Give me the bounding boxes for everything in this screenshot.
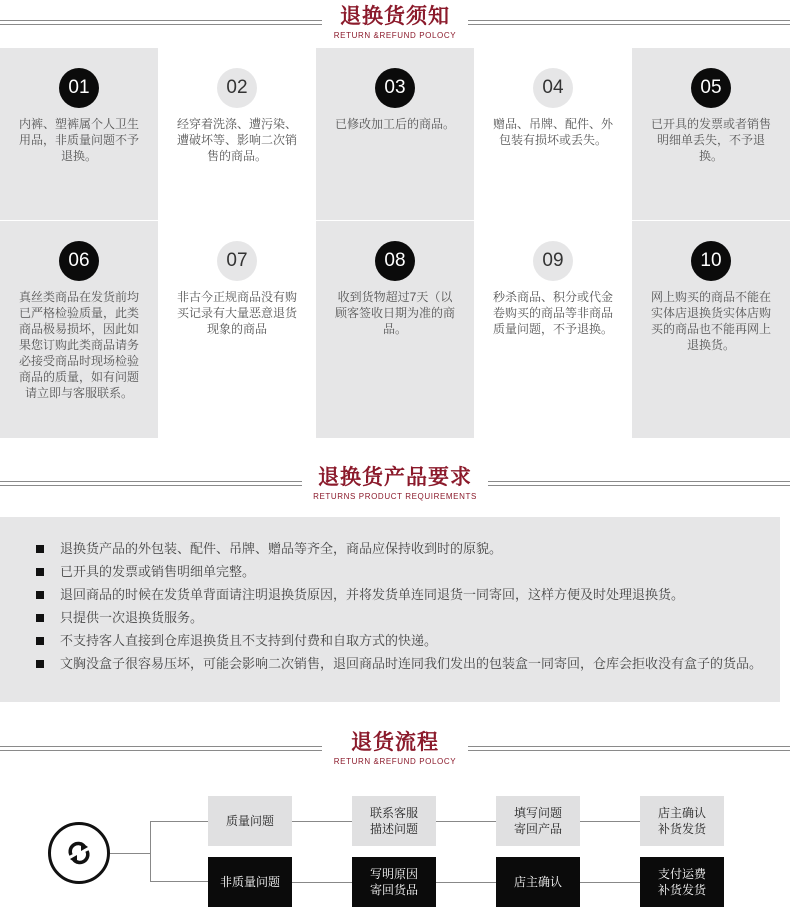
bullet-square-icon [36,614,44,622]
notice-text: 赠品、吊牌、配件、外包装有损坏或丢失。 [492,117,613,147]
notice-subtitle: RETURN &REFUND POLOCY [333,31,457,40]
step-quality-issue [208,796,292,846]
flow-connector [110,853,150,854]
requirements-subtitle: RETURNS PRODUCT REQUIREMENTS [313,492,477,501]
flow-title: 退货流程 [351,729,439,754]
notice-card-04 [474,48,632,220]
notice-number: 05 [691,68,731,108]
step-label: 质量问题 [225,814,274,828]
notice-title: 退换货须知 [340,3,450,28]
flow-connector [580,882,640,883]
list-item [36,537,762,560]
step-non-quality-issue [208,857,292,907]
flow-connector [436,821,496,822]
notice-header [0,2,790,42]
list-item [36,606,762,629]
requirements-title: 退换货产品要求 [318,464,472,489]
flow-connector [292,821,352,822]
step-fill-return [496,796,580,846]
bullet-square-icon [36,545,44,553]
step-label: 写明原因 寄回货品 [369,867,418,897]
refresh-cycle-icon [48,822,110,884]
notice-card-10 [632,221,790,438]
notice-text: 经穿着洗涤、遭污染、遭破坏等、影响二次销售的商品。 [176,117,297,163]
notice-text: 内裤、塑裤属个人卫生用品，非质量问题不予退换。 [18,117,139,163]
notice-number: 08 [375,241,415,281]
notice-text: 网上购买的商品不能在实体店退换货实体店购买的商品也不能再网上退换货。 [650,290,771,352]
flow-connector [436,882,496,883]
bullet-square-icon [36,568,44,576]
notice-grid [0,48,790,438]
requirements-header [0,463,790,503]
flow-connector [292,882,352,883]
flow-bracket [150,821,208,882]
requirements-panel [0,517,780,702]
notice-text: 已开具的发票或者销售明细单丢失，不予退换。 [650,117,771,163]
notice-card-05 [632,48,790,220]
flow-header [0,728,790,768]
step-label: 支付运费 补货发货 [657,867,706,897]
notice-card-06 [0,221,158,438]
notice-card-09 [474,221,632,438]
list-item [36,583,762,606]
step-label: 联系客服 描述问题 [369,806,418,836]
flow-connector [580,821,640,822]
header-title-box [322,2,468,41]
list-item [36,629,762,652]
notice-card-03 [316,48,474,220]
step-label: 填写问题 寄回产品 [513,806,562,836]
step-owner-confirm-resend [640,796,724,846]
notice-text: 已修改加工后的商品。 [334,117,455,131]
notice-number: 04 [533,68,573,108]
requirement-text: 不支持客人直接到仓库退换货且不支持到付费和自取方式的快递。 [60,633,438,648]
bullet-square-icon [36,637,44,645]
list-item [36,652,762,675]
notice-number: 10 [691,241,731,281]
notice-card-02 [158,48,316,220]
notice-text: 收到货物超过7天（以顾客签收日期为准的商品。 [334,290,455,336]
notice-number: 06 [59,241,99,281]
notice-text: 非古今正规商品没有购买记录有大量恶意退货现象的商品 [176,290,297,336]
flow-subtitle: RETURN &REFUND POLOCY [333,757,457,766]
requirement-text: 文胸没盒子很容易压坏，可能会影响二次销售，退回商品时连同我们发出的包装盒一同寄回，仓库会拒收没有盒子的货品。 [60,656,763,671]
header-title-box [302,463,488,502]
list-item [36,560,762,583]
requirements-list [36,537,762,675]
notice-card-01 [0,48,158,220]
requirement-text: 已开具的发票或销售明细单完整。 [60,564,256,579]
notice-number: 03 [375,68,415,108]
return-flow [0,790,790,918]
step-label: 非质量问题 [219,875,280,889]
notice-text: 真丝类商品在发货前均已严格检验质量，此类商品极易损坏，因此如果您订购此类商品请务必接受商品时现场检验商品的质量，如有问题请立即与客服联系。 [18,290,139,400]
step-label: 店主确认 [513,875,562,889]
notice-text: 秒杀商品、积分或代金卷购买的商品等非商品质量问题，不予退换。 [492,290,613,336]
header-title-box [322,728,468,767]
notice-card-08 [316,221,474,438]
step-owner-confirm [496,857,580,907]
bullet-square-icon [36,660,44,668]
notice-card-07 [158,221,316,438]
requirement-text: 退回商品的时候在发货单背面请注明退换货原因，并将发货单连同退货一同寄回，这样方便及时处理退换货。 [60,587,685,602]
notice-number: 07 [217,241,257,281]
notice-number: 09 [533,241,573,281]
step-contact-service [352,796,436,846]
requirement-text: 退换货产品的外包装、配件、吊牌、赠品等齐全，商品应保持收到时的原貌。 [60,541,503,556]
step-state-reason [352,857,436,907]
step-label: 店主确认 补货发货 [657,806,706,836]
notice-number: 02 [217,68,257,108]
bullet-square-icon [36,591,44,599]
cycle-arrows-icon [65,839,93,867]
requirement-text: 只提供一次退换货服务。 [60,610,204,625]
notice-number: 01 [59,68,99,108]
step-pay-shipping [640,857,724,907]
